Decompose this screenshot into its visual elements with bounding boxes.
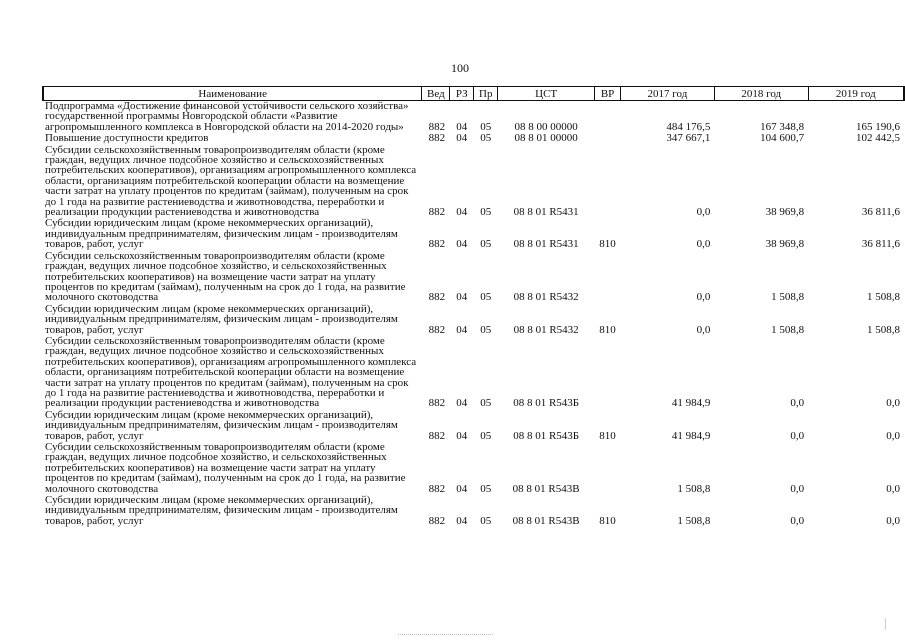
table-row xyxy=(43,335,904,409)
table-row xyxy=(43,144,904,218)
cell-2018: 104 600,7 xyxy=(760,132,805,145)
cell-name: Повышение доступности кредитов xyxy=(45,132,209,145)
cell-name: Субсидии юридическим лицам (кроме некоммерческих организаций), индивидуальным предпринимателям, физическим лицам - производителям товаров, работ, услуг xyxy=(45,408,398,442)
cell-cst: 08 8 01 R5432 xyxy=(513,291,579,304)
cell-ved: 882 xyxy=(428,323,446,336)
cell-2017: 0,0 xyxy=(696,323,711,336)
cell-ved: 882 xyxy=(428,514,446,527)
cell-rz: 04 xyxy=(456,482,468,495)
table-row xyxy=(43,441,904,494)
cell-vr xyxy=(595,335,621,409)
table-row xyxy=(43,250,904,303)
cell-2019: 1 508,8 xyxy=(867,323,900,336)
cell-rz: 04 xyxy=(456,429,468,442)
cell-2018: 1 508,8 xyxy=(771,323,805,336)
header-name: Наименование xyxy=(43,87,422,101)
cell-2018: 0,0 xyxy=(790,482,805,495)
header-pr: Пр xyxy=(474,87,498,101)
cell-vr xyxy=(595,144,621,218)
cell-ved: 882 xyxy=(428,206,446,219)
table-row xyxy=(43,132,904,143)
cell-ved: 882 xyxy=(428,120,446,133)
cell-2019: 1 508,8 xyxy=(867,291,900,304)
cell-pr: 05 xyxy=(480,482,492,495)
cell-cst: 08 8 01 R543В xyxy=(512,482,580,495)
cell-cst: 08 8 00 00000 xyxy=(514,120,578,133)
budget-table xyxy=(42,86,905,526)
cell-name: Субсидии юридическим лицам (кроме некоммерческих организаций), индивидуальным предпринимателям, физическим лицам - производителям товаров, работ, услуг xyxy=(45,494,398,527)
cell-2017: 1 508,8 xyxy=(677,514,711,527)
cell-vr: 810 xyxy=(599,238,616,251)
cell-pr: 05 xyxy=(480,238,492,251)
cell-ved: 882 xyxy=(428,397,446,410)
cell-pr: 05 xyxy=(480,514,492,527)
page-number: 100 xyxy=(451,61,469,75)
cell-rz: 04 xyxy=(456,514,468,527)
cell-cst: 08 8 01 00000 xyxy=(514,132,578,145)
cell-ved: 882 xyxy=(428,132,446,145)
cell-2018: 0,0 xyxy=(790,429,805,442)
cell-2018: 0,0 xyxy=(790,397,805,410)
scan-artifact-line xyxy=(398,634,493,635)
table-row xyxy=(43,409,904,441)
cell-2017: 41 984,9 xyxy=(671,397,711,410)
cell-2018: 167 348,8 xyxy=(760,120,805,133)
cell-pr: 05 xyxy=(480,291,492,304)
cell-pr: 05 xyxy=(480,132,492,145)
cell-2019: 36 811,6 xyxy=(861,206,900,219)
cell-pr: 05 xyxy=(480,397,492,410)
cell-vr xyxy=(595,441,621,494)
table-row xyxy=(43,303,904,335)
cell-cst: 08 8 01 R543Б xyxy=(513,429,580,442)
table-row xyxy=(43,101,904,133)
cell-vr xyxy=(595,101,621,133)
cell-2017: 484 176,5 xyxy=(666,120,711,133)
header-2019: 2019 год xyxy=(808,87,904,101)
table-row xyxy=(43,494,904,526)
cell-rz: 04 xyxy=(456,206,468,219)
cell-ved: 882 xyxy=(428,238,446,251)
cell-2019: 102 442,5 xyxy=(856,132,900,145)
cell-ved: 882 xyxy=(428,429,446,442)
cell-cst: 08 8 01 R5431 xyxy=(513,206,579,219)
header-2018: 2018 год xyxy=(714,87,808,101)
cell-2017: 1 508,8 xyxy=(677,482,711,495)
cell-vr: 810 xyxy=(599,323,616,336)
cell-ved: 882 xyxy=(428,291,446,304)
cell-vr: 810 xyxy=(599,514,616,527)
cell-2019: 165 190,6 xyxy=(856,120,900,133)
cell-2019: 0,0 xyxy=(886,397,900,410)
cell-name: Субсидии сельскохозяйственным товаропроизводителям области (кроме граждан, ведущих личное подсобное хозяйство, и сельскохозяйственных потребительских кооперативов) на возмещение части затрат на уплату процентов по кредитам (займам), полученным на срок до 1 года, на развитие молочного скотоводства xyxy=(45,441,406,495)
table-body xyxy=(43,101,904,527)
cell-name: Субсидии сельскохозяйственным товаропроизводителям области (кроме граждан, ведущих личное подсобное хозяйство и сельскохозяйственных потребительских кооперативов), организациям агропромышленного комплекса области, организациям потребительской кооперации области на возмещение части затрат на уплату процентов по кредитам (займам), полученным на срок до 1 года на развитие растениеводства и животноводства, переработки и реализации продукции растениеводства и животноводства xyxy=(45,334,417,410)
cell-cst: 08 8 01 R543Б xyxy=(513,397,580,410)
cell-2017: 41 984,9 xyxy=(671,429,711,442)
table-header-row xyxy=(43,87,904,101)
table-row xyxy=(43,217,904,249)
cell-cst: 08 8 01 R5432 xyxy=(513,323,579,336)
cell-vr: 810 xyxy=(599,429,616,442)
cell-name: Субсидии юридическим лицам (кроме некоммерческих организаций), индивидуальным предпринимателям, физическим лицам - производителям товаров, работ, услуг xyxy=(45,302,398,336)
cell-pr: 05 xyxy=(480,206,492,219)
cell-vr xyxy=(595,132,621,143)
cell-name: Субсидии сельскохозяйственным товаропроизводителям области (кроме граждан, ведущих личное подсобное хозяйство и сельскохозяйственных потребительских кооперативов), организациям агропромышленного комплекса области, организациям потребительской кооперации области на возмещение части затрат на уплату процентов по кредитам (займам), полученным на срок до 1 года на развитие растениеводства и животноводства, переработки и реализации продукции растениеводства и животноводства xyxy=(45,143,417,219)
cell-2017: 347 667,1 xyxy=(666,132,711,145)
cell-rz: 04 xyxy=(456,238,468,251)
header-vr: ВР xyxy=(595,87,621,101)
cell-2018: 38 969,8 xyxy=(765,238,805,251)
header-ved: Вед xyxy=(422,87,450,101)
cell-name: Субсидии сельскохозяйственным товаропроизводителям области (кроме граждан, ведущих личное подсобное хозяйство, и сельскохозяйственных потребительских кооперативов) на возмещение части затрат на уплату процентов по кредитам (займам), полученным на срок до 1 года, на развитие молочного скотоводства xyxy=(45,249,406,304)
cell-rz: 04 xyxy=(456,323,468,336)
cell-rz: 04 xyxy=(456,120,468,133)
cell-2018: 1 508,8 xyxy=(771,291,805,304)
cell-vr xyxy=(595,250,621,303)
cell-name: Субсидии юридическим лицам (кроме некоммерческих организаций), индивидуальным предпринимателям, физическим лицам - производителям товаров, работ, услуг xyxy=(45,217,398,251)
header-cst: ЦСТ xyxy=(498,87,595,101)
cell-rz: 04 xyxy=(456,291,468,304)
cell-2019: 36 811,6 xyxy=(861,238,900,251)
header-rz: РЗ xyxy=(450,87,474,101)
cell-pr: 05 xyxy=(480,120,492,133)
cell-2019: 0,0 xyxy=(886,514,900,527)
cell-name: Подпрограмма «Достижение финансовой устойчивости сельского хозяйства» государственной программы Новгородской области «Развитие агропромышленного комплекса в Новгородской области на 2014-2020 годы» xyxy=(45,100,409,133)
cell-2019: 0,0 xyxy=(886,482,900,495)
cell-ved: 882 xyxy=(428,482,446,495)
cell-cst: 08 8 01 R5431 xyxy=(513,238,579,251)
cell-2019: 0,0 xyxy=(886,429,900,442)
scan-artifact-tick xyxy=(885,618,886,630)
cell-pr: 05 xyxy=(480,429,492,442)
cell-rz: 04 xyxy=(456,397,468,410)
cell-2018: 0,0 xyxy=(790,514,805,527)
cell-rz: 04 xyxy=(456,132,468,145)
cell-cst: 08 8 01 R543В xyxy=(512,514,580,527)
cell-2017: 0,0 xyxy=(696,291,711,304)
cell-2018: 38 969,8 xyxy=(765,206,805,219)
cell-2017: 0,0 xyxy=(696,238,711,251)
header-2017: 2017 год xyxy=(621,87,715,101)
cell-pr: 05 xyxy=(480,323,492,336)
cell-2017: 0,0 xyxy=(696,206,711,219)
